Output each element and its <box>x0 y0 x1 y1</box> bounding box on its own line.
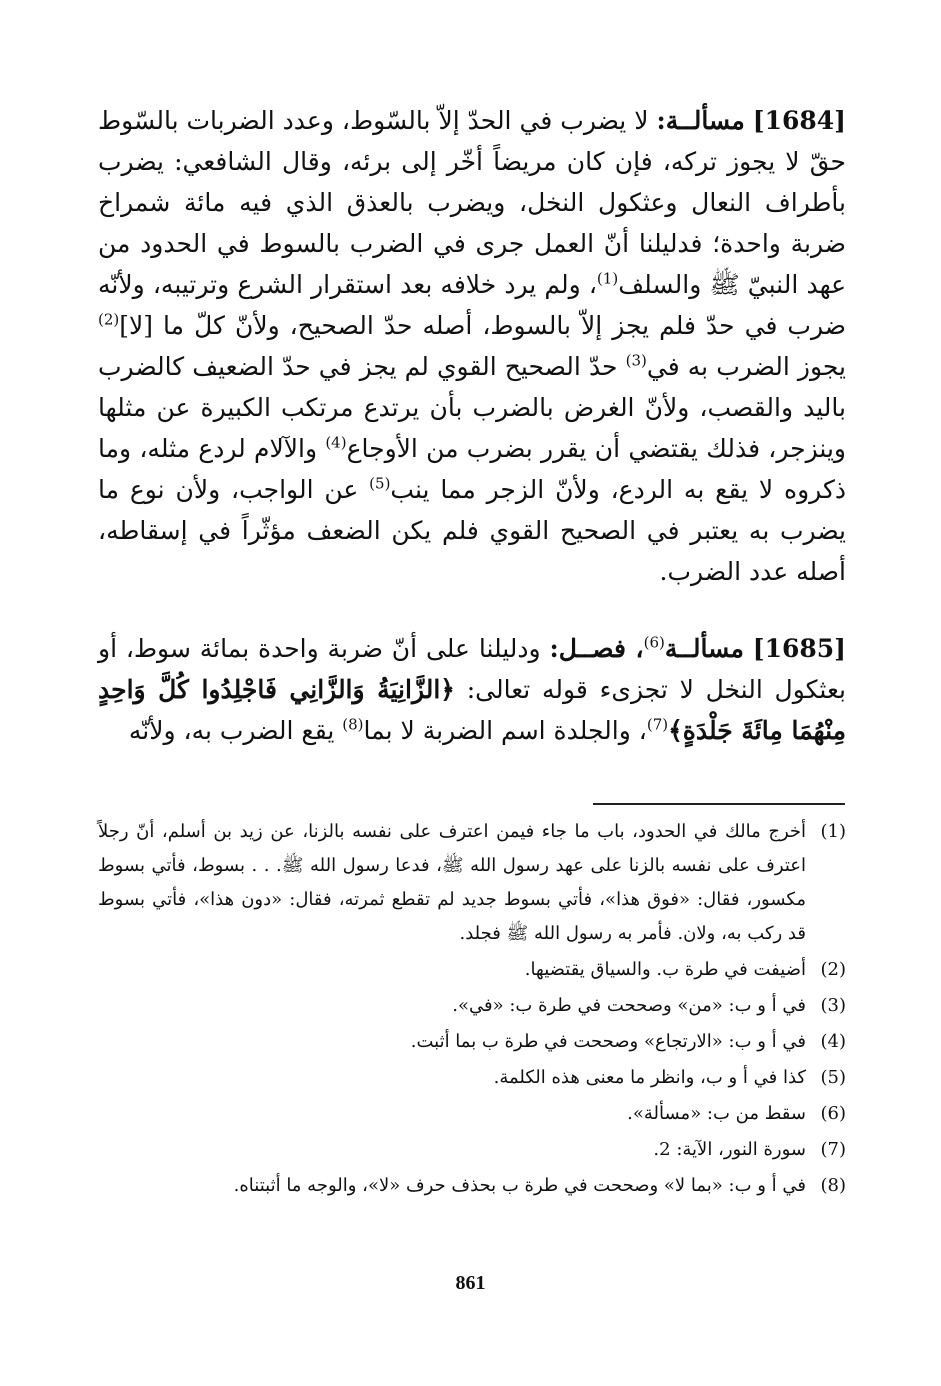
footnote-item <box>98 1061 846 1095</box>
paragraph-text: يجوز الضرب به في <box>646 352 846 381</box>
footnote-ref[interactable]: (1) <box>596 269 619 288</box>
footnote-text: سقط من ب: «مسألة». <box>627 1103 806 1124</box>
footnote-item <box>98 1133 846 1167</box>
footnote-ref[interactable]: (2) <box>98 310 120 329</box>
quran-verse: ﴿الزَّانِيَةُ وَالزَّانِي فَاجْلِدُوا كُلَّ وَاحِدٍ مِنْهُمَا مِائَةَ جَلْدَةٍ﴾ <box>98 675 846 745</box>
footnote-ref[interactable]: (3) <box>625 351 647 370</box>
issue-keyword: مسألــة <box>664 634 744 663</box>
footnote-text: سورة النور، الآية: 2. <box>653 1139 806 1160</box>
paragraph-text: ، ولم يرد خلافه بعد استقرار الشرع وترتيبه، ولأنّه ضرب في حدّ فلم يجز إلاّ بالسوط، أصله حدّ الصحيح، ولأنّ كلّ ما [لا] <box>98 270 846 340</box>
footnote-text: أخرج مالك في الحدود، باب ما جاء فيمن اعترف على نفسه بالزنا، عن زيد بن أسلم، أنّ رجلاً اعترف على نفسه بالزنا على عهد رسول الله ﷺ، فدعا رسول الله ﷺ. . . بسوط، فأتي بسوط مكسور، فقال: «فوق هذا»، فأتي بسوط جديد لم تقطع ثمرته، فقال: «دون هذا»، فأتي بسوط قد ركب به، ولان. فأمر به رسول الله ﷺ فجلد. <box>98 821 806 944</box>
footnote-number: (7) <box>820 1139 846 1160</box>
footnote-text: في أ و ب: «الارتجاع» وصححت في طرة ب بما أثبت. <box>410 1031 806 1052</box>
paragraph-text: عن الواجب، ولأن نوع ما يضرب به يعتبر في الصحيح القوي فلم يكن الضعف مؤثّراً في إسقاطه، أصله عدد الضرب. <box>98 475 846 586</box>
issue-keyword: مسألــة: <box>656 106 745 135</box>
footnote-item <box>98 1097 846 1131</box>
footnote-ref[interactable]: (5) <box>369 474 391 493</box>
paragraph-text: ، والجلدة اسم الضربة لا بما <box>363 716 647 745</box>
footnote-text: في أ و ب: «من» وصححت في طرة ب: «في». <box>452 995 806 1016</box>
footnote-text: كذا في أ و ب، وانظر ما معنى هذه الكلمة. <box>493 1067 806 1088</box>
footnote-item <box>98 1169 846 1203</box>
footnote-text: أضيفت في طرة ب. والسياق يقتضيها. <box>524 959 806 980</box>
section-keyword: ، فصــل: <box>549 634 644 663</box>
footnote-ref[interactable]: (6) <box>643 633 665 652</box>
footnote-separator <box>593 803 845 805</box>
paragraph-1685 <box>98 628 846 751</box>
issue-number: [1685] <box>752 634 846 663</box>
paragraph-text: لا يضرب في الحدّ إلاّ بالسّوط، وعدد الضربات بالسّوط حقّ لا يجوز تركه، فإن كان مريضاً أخّر إلى برئه، وقال الشافعي: يضرب بأطراف النعال وعثكول النخل، ويضرب بالعذق الذي فيه مائة شمراخ ضربة واحدة؛ فدليلنا أنّ العمل جرى في الضرب بالسوط في الحدود من عهد النبيّ ﷺ والسلف <box>98 106 847 299</box>
paragraph-text: ودليلنا على أنّ ضربة واحدة بمائة سوط، أو بعثكول النخل لا تجزىء قوله تعالى: <box>98 634 846 704</box>
footnote-item <box>98 953 846 987</box>
footnote-number: (2) <box>820 959 846 980</box>
paragraph-text: يقع الضرب به، ولأنّه <box>128 716 343 745</box>
footnote-item <box>98 815 846 951</box>
footnote-text: في أ و ب: «بما لا» وصححت في طرة ب بحذف حرف «لا»، والوجه ما أثبتناه. <box>233 1175 806 1196</box>
paragraph-text: حدّ الصحيح القوي لم يجز في حدّ الضعيف كالضرب باليد والقصب، ولأنّ الغرض بالضرب بأن يرتدع مرتكب الكبيرة عن مثلها وينزجر، فذلك يقتضي أن يقرر بضرب من الأوجاع <box>98 352 846 463</box>
main-text <box>98 100 846 751</box>
issue-number: [1684] <box>752 106 846 135</box>
paragraph-1684 <box>98 100 846 592</box>
footnote-ref[interactable]: (4) <box>325 433 347 452</box>
footnote-number: (1) <box>820 821 846 842</box>
footnote-ref[interactable]: (7) <box>646 715 669 734</box>
footnote-item <box>98 989 846 1023</box>
paragraph-text: والآلام لردع مثله، وما ذكروه لا يقع به الردع، ولأنّ الزجر مما ينب <box>98 434 846 504</box>
footnote-item <box>98 1025 846 1059</box>
footnote-number: (6) <box>820 1103 846 1124</box>
footnote-number: (5) <box>820 1067 846 1088</box>
footnote-number: (3) <box>820 995 846 1016</box>
footnotes-list <box>98 815 846 1205</box>
page-number: 861 <box>455 1272 486 1294</box>
footnote-ref[interactable]: (8) <box>342 715 364 734</box>
footnote-number: (8) <box>820 1175 846 1196</box>
footnote-number: (4) <box>820 1031 846 1052</box>
